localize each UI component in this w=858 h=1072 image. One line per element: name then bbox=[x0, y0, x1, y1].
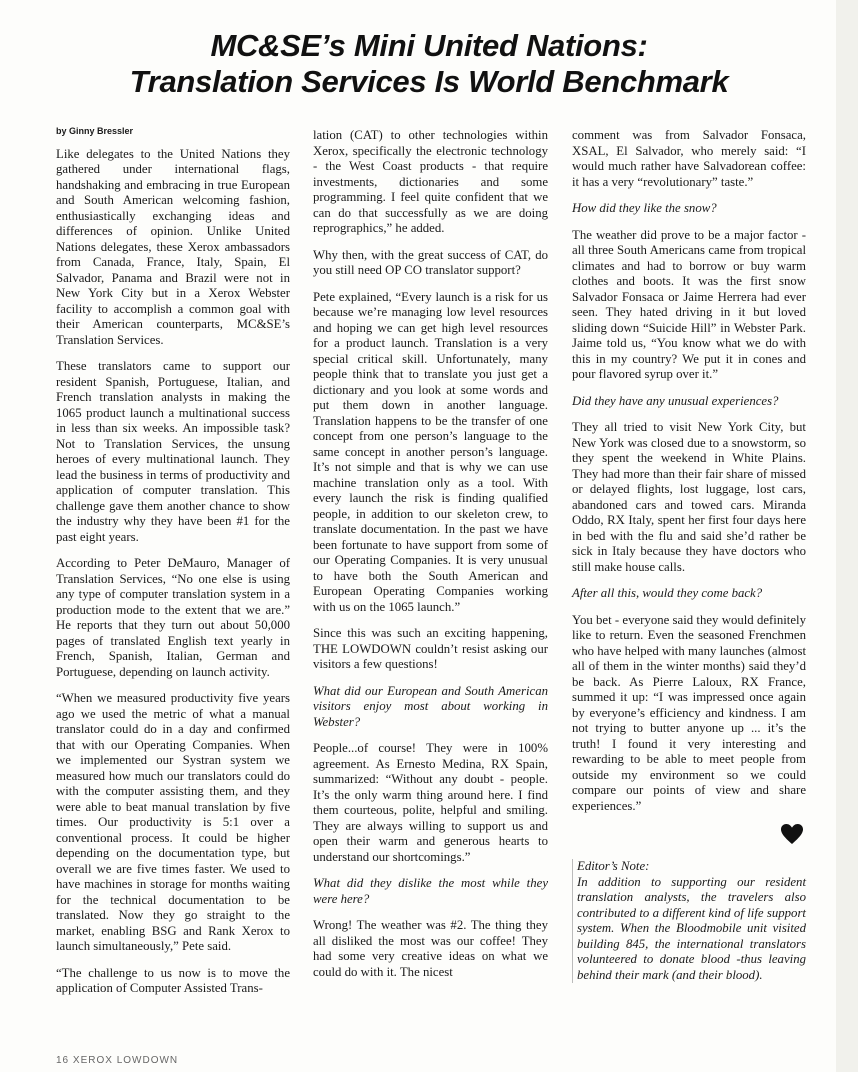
title-line-1: MC&SE’s Mini United Nations: bbox=[210, 28, 648, 63]
paragraph: Wrong! The weather was #2. The thing they all disliked the most was our coffee! They had some very creative ideas on what we could do with it. The nicest bbox=[313, 918, 548, 979]
paragraph: According to Peter DeMauro, Manager of Translation Services, “No one else is using any type of computer translation system in a production mode to the extent that we are.” He reports that they turn out about 50,000 pages of translated English text yearly in French, Spanish, Italian, German and Portuguese, depending on launch activity. bbox=[56, 556, 290, 679]
paragraph: Pete explained, “Every launch is a risk for us because we’re managing low level resources and hoping we can get high level resources for a product launch. Translation is a very special critical skill. Unfortunately, many people think that to translate you just get a dictionary and you look at some words and put them down in another language. Translation happens to be the transfer of one concept from one person’s language to the same concept in another person’s language. It’s not simple and that is why we can use machine translation only as a tool. With every launch the risk is finding qualified people, in addition to our skeleton crew, to translate documentation. In the past we have been fortunate to have support from some of our Operating Companies. It is very unusual to have both the South American and European Operating Companies working with us on the 1065 launch.” bbox=[313, 289, 548, 614]
column-3 bbox=[572, 128, 806, 983]
paragraph: Like delegates to the United Nations they gathered under international flags, handshaking and embracing in true European and South American welcoming fashion, enthusiastically exchanging ideas and differences of opinion. Unlike United Nations delegates, these Xerox ambassadors from Canada, France, Italy, Spain, El Salvador, Panama and Brazil were not in New York City but in a Xerox Webster facility to accomplish a common goal with their American counterparts, MC&SE’s Translation Services. bbox=[56, 146, 290, 347]
question-heading: What did our European and South American visitors enjoy most about working in Webster? bbox=[313, 683, 548, 729]
page-edge bbox=[836, 0, 858, 1072]
paragraph: These translators came to support our resident Spanish, Portuguese, Italian, and French translation analysts in making the 1065 product launch a multinational success in less than six weeks. An impossible task? Not to Translation Services, the unsung heroes of every multinational launch. They lead the business in terms of productivity and application of computer translation. This challenge gave them another chance to show the industry why they have been #1 for the past eight years. bbox=[56, 359, 290, 544]
question-heading: Did they have any unusual experiences? bbox=[572, 393, 779, 408]
question-heading: What did they dislike the most while they were here? bbox=[313, 876, 548, 906]
paragraph: They all tried to visit New York City, but New York was closed due to a snowstorm, so they spent the weekend in White Plains. They had more than their fair share of missed or delayed flights, lost luggage, lost cars, abandoned cars and towed cars. Miranda Oddo, RX Italy, spent her first four days here in bed with the flu and said she’d rather be sick in Italy because they have doctors who still make house calls. bbox=[572, 420, 806, 574]
paragraph: You bet - everyone said they would definitely like to return. Even the seasoned Frenchmen who have helped with many launches (almost all of them in the winter months) said they’d be back. As Pierre Laloux, RX France, summed it up: “I was impressed once again by everyone’s efficiency and kindness. I am not trying to butter anyone up ... it’s the truth! I found it very interesting and rewarding to be able to meet people from outside my environment so we could compare our points of view and share experiences.” bbox=[572, 612, 806, 813]
editors-note-body: In addition to supporting our resident translation analysts, the travelers also contributed to a different kind of life support system. When the Bloodmobile unit visited building 845, the international translators volunteered to donate blood -thus leaving behind their mark (and their blood). bbox=[577, 874, 806, 982]
editors-note-heading: Editor’s Note: bbox=[577, 859, 650, 873]
paragraph: Since this was such an exciting happening, THE LOWDOWN couldn’t resist asking our visitors a few questions! bbox=[313, 626, 548, 671]
byline: by Ginny Bressler bbox=[56, 126, 134, 136]
paragraph: “The challenge to us now is to move the application of Computer Assisted Trans- bbox=[56, 965, 290, 995]
page-footer: 16 XEROX LOWDOWN bbox=[56, 1055, 179, 1063]
paragraph: comment was from Salvador Fonsaca, XSAL, El Salvador, who merely said: “I would much rather have Salvadorean coffee: it has a very “revolutionary” taste.” bbox=[572, 128, 806, 189]
paragraph: The weather did prove to be a major factor - all three South Americans came from tropical climates and had to borrow or buy warm clothes and boots. It was the first snow Salvador Fonsaca or Jaime Herrera had ever seen. They hated driving in it but loved sliding down “Suicide Hill” in Webster Park. Jaime told us, “You know what we do with this in my country? We put it in cones and pour flavored syrup over it.” bbox=[572, 227, 806, 381]
paragraph: lation (CAT) to other technologies within Xerox, specifically the electronic technology - the West Coast products - that require investments, dictionaries and some programming. I feel quite confident that we can do that successfully as we are doing reprographics,” he added. bbox=[313, 128, 548, 235]
question-heading: How did they like the snow? bbox=[572, 201, 717, 215]
column-1 bbox=[56, 124, 290, 1008]
article-title bbox=[0, 28, 858, 100]
column-2 bbox=[313, 128, 548, 991]
paragraph: People...of course! They were in 100% agreement. As Ernesto Medina, RX Spain, summarized: “Without any doubt - people. It’s the only warm thing around here. I find them courteous, polite, helpful and smiling. They are always willing to support us and open their warm and generous hearts to understand our shortcomings.” bbox=[313, 741, 548, 864]
heart-icon bbox=[780, 823, 804, 845]
paragraph: “When we measured productivity five years ago we used the metric of what a manual translator could do in a day and confirmed that with our Operating Companies. When we implemented our Systran system we measured how much our translators could do with the computer assisting them, and they were able to beat manual translation by five times. Our productivity is 5:1 over a conventional process. It could be higher depending on the documentation type, but overall we are five times faster. We used to have machines in storage for months waiting for the technical documentation to be translated. Now they go straight to the market, enabling BSG and Rank Xerox to launch simultaneously,” Pete said. bbox=[56, 691, 290, 953]
title-line-2: Translation Services Is World Benchmark bbox=[129, 64, 729, 99]
editors-note bbox=[572, 859, 806, 983]
paragraph: Why then, with the great success of CAT, do you still need OP CO translator support? bbox=[313, 247, 548, 277]
question-heading: After all this, would they come back? bbox=[572, 586, 763, 600]
